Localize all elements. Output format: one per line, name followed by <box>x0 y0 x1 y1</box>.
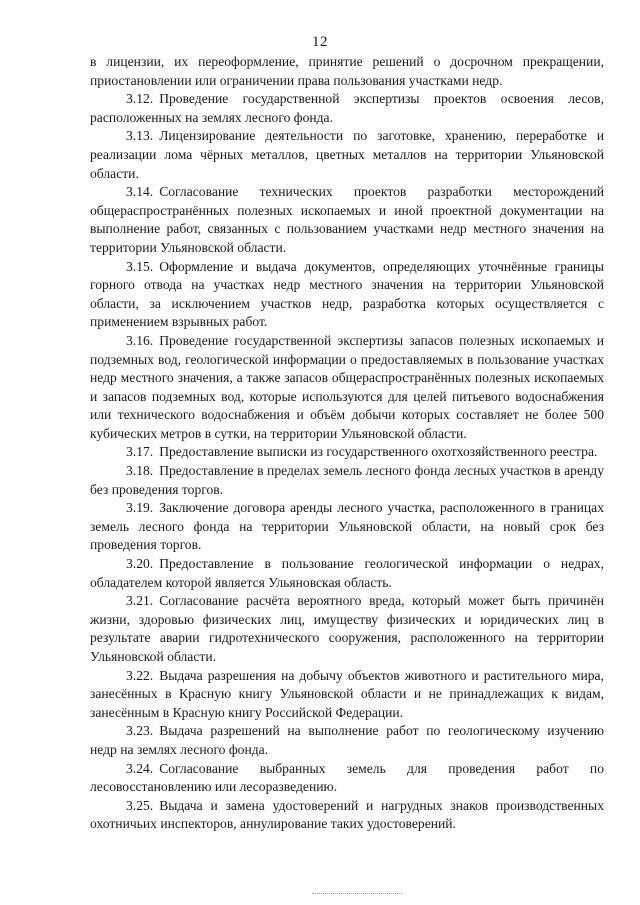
list-item <box>90 555 604 592</box>
list-item <box>90 722 604 759</box>
item-text: Согласование технических проектов разработки месторождений общераспространённых полезных ископаемых и иной проектной документации на выполнение работ, связанных с пользованием участками недр местного значения на территории Ульяновской области. <box>90 184 604 255</box>
item-number: 3.16. <box>126 332 154 348</box>
list-item <box>90 499 604 555</box>
item-text: Проведение государственной экспертизы проектов освоения лесов, расположенных на землях лесного фонда. <box>90 91 604 125</box>
list-item <box>90 127 604 183</box>
item-number: 3.17. <box>126 444 154 460</box>
continuation-paragraph: в лицензии, их переоформление, принятие решений о досрочном прекращении, приостановлении или ограничении права пользования участками недр. <box>90 54 604 88</box>
list-item <box>90 797 604 834</box>
list-item <box>90 90 604 127</box>
item-text: Заключение договора аренды лесного участка, расположенного в границах земель лесного фонда на территории Ульяновской области, на новый срок без проведения торгов. <box>90 500 604 553</box>
list-item <box>90 183 604 257</box>
item-number: 3.19. <box>126 500 154 516</box>
item-number: 3.21. <box>126 593 154 609</box>
item-text: Предоставление выписки из государственного охотхозяйственного реестра. <box>159 444 598 460</box>
item-number: 3.20. <box>126 556 154 572</box>
item-number: 3.25. <box>126 797 154 813</box>
list-item <box>90 760 604 797</box>
page-number: 12 <box>312 34 328 50</box>
item-number: 3.15. <box>126 258 154 274</box>
item-text: Лицензирование деятельности по заготовке, хранению, переработке и реализации лома чёрных металлов, цветных металлов на территории Ульяновской области. <box>90 128 604 181</box>
list-item <box>90 667 604 723</box>
item-text: Выдача разрешения на добычу объектов животного и растительного мира, занесённых в Красную книгу Ульяновской области и не принадлежащих к видам, занесённым в Красную книгу Российской Федерации. <box>90 667 604 720</box>
item-number: 3.13. <box>126 128 154 144</box>
item-number: 3.12. <box>126 91 154 107</box>
document-body <box>90 53 604 834</box>
item-number: 3.23. <box>126 723 154 739</box>
scan-artifact <box>312 893 402 898</box>
item-text: Проведение государственной экспертизы запасов полезных ископаемых и подземных вод, геологической информации о предоставляемых в пользование участках недр местного значения, а также запасов общераспространённых полезных ископаемых и запасов подземных вод, которые используются для целей питьевого водоснабжения или технического водоснабжения и объём добычи которых составляет не более 500 кубических метров в сутки, на территории Ульяновской области. <box>90 332 604 441</box>
item-text: Выдача и замена удостоверений и нагрудных знаков производственных охотничьих инспекторов, аннулирование таких удостоверений. <box>90 797 604 832</box>
list-item <box>90 332 604 444</box>
item-text: Выдача разрешений на выполнение работ по геологическому изучению недр на землях лесного фонда. <box>90 723 604 757</box>
item-text: Согласование выбранных земель для проведения работ по лесовосстановлению или лесоразведению. <box>90 760 604 795</box>
item-number: 3.24. <box>126 760 154 776</box>
item-number: 3.22. <box>126 667 154 683</box>
item-text: Предоставление в пользование геологической информации о недрах, обладателем которой является Ульяновская область. <box>90 556 604 590</box>
list-item <box>90 462 604 499</box>
item-text: Предоставление в пределах земель лесного фонда лесных участков в аренду без проведения торгов. <box>90 463 604 497</box>
list-item <box>90 443 604 462</box>
list-item <box>90 258 604 332</box>
item-number: 3.14. <box>126 184 154 200</box>
list-item <box>90 592 604 666</box>
item-text: Согласование расчёта вероятного вреда, который может быть причинён жизни, здоровью физических лиц, имуществу физических и юридических лиц в результате аварии гидротехнического сооружения, расположенного на территории Ульяновской области. <box>90 593 604 664</box>
numbered-list <box>90 90 604 834</box>
item-number: 3.18. <box>126 463 154 479</box>
item-text: Оформление и выдача документов, определяющих уточнённые границы горного отвода на участках недр местного значения на территории Ульяновской области, за исключением участков недр, разработка которых осуществляется с применением взрывных работ. <box>90 258 604 330</box>
